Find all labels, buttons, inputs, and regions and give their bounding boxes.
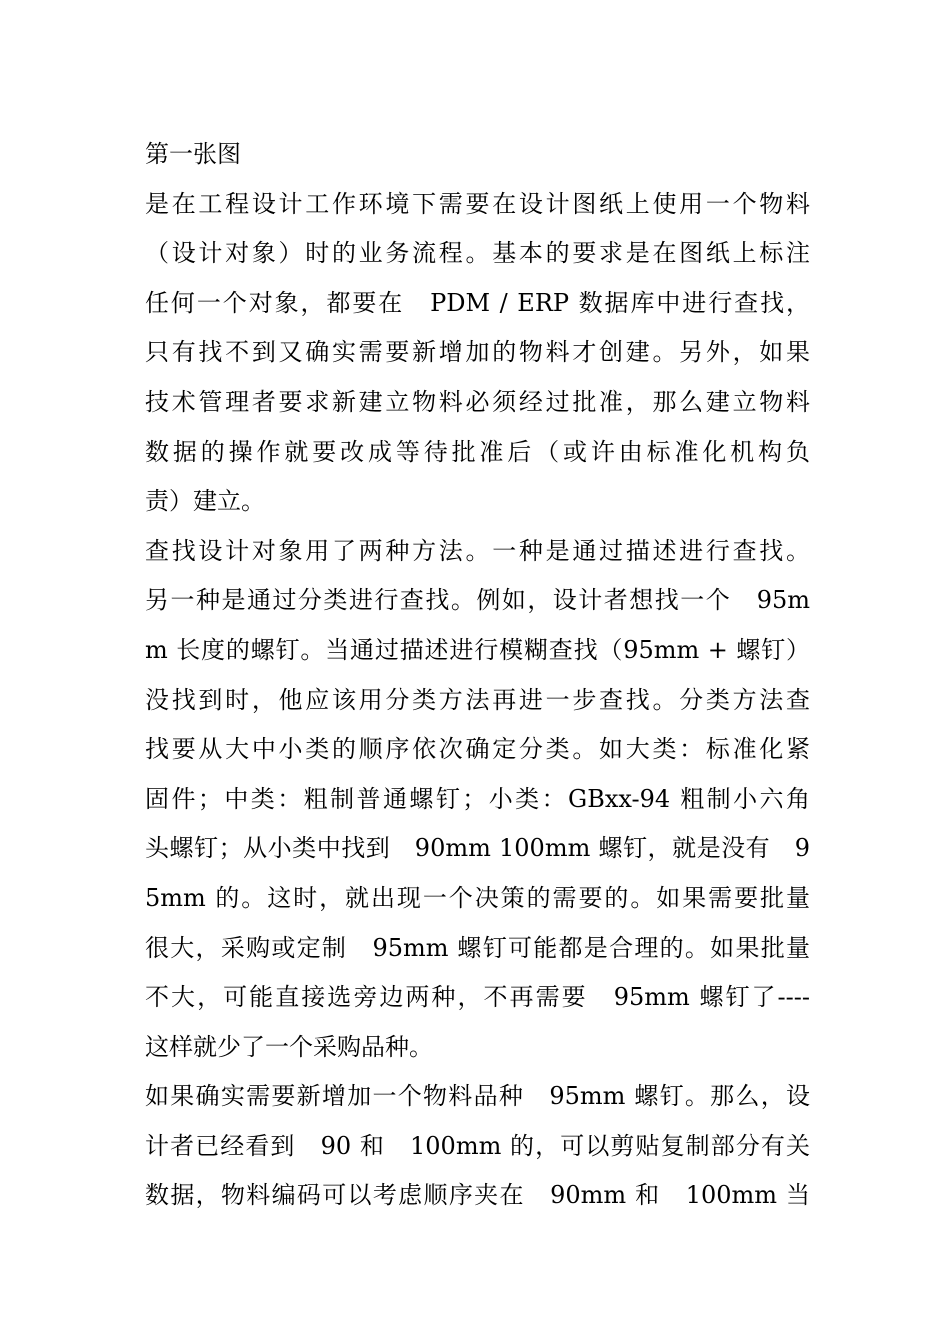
text-line: 任何一个对象，都要在 PDM / ERP 数据库中进行查找， [145,288,810,317]
text-line: 如果确实需要新增加一个物料品种 95mm 螺钉。那么，设 [145,1082,810,1111]
document-heading: 第一张图 [145,140,241,168]
text-line: 另一种是通过分类进行查找。例如，设计者想找一个 95m [145,586,810,615]
document-body [145,130,810,1221]
text-line: 5mm 的。这时，就出现一个决策的需要的。如果需要批量 [145,883,810,912]
text-line: 只有找不到又确实需要新增加的物料才创建。另外，如果 [145,338,810,367]
text-line: 头螺钉；从小类中找到 90mm 100mm 螺钉，就是没有 9 [145,834,810,863]
text-line: 找要从大中小类的顺序依次确定分类。如大类：标准化紧 [145,735,810,764]
paragraph-3 [145,1072,810,1221]
text-line: 没找到时，他应该用分类方法再进一步查找。分类方法查 [145,685,810,714]
text-line: 数据的操作就要改成等待批准后（或许由标准化机构负 [145,437,810,466]
text-line: 是在工程设计工作环境下需要在设计图纸上使用一个物料 [145,189,810,218]
text-line: （设计对象）时的业务流程。基本的要求是在图纸上标注 [145,239,810,268]
text-line: 技术管理者要求新建立物料必须经过批准，那么建立物料 [145,387,810,416]
text-line: 数据，物料编码可以考虑顺序夹在 90mm 和 100mm 当 [145,1181,810,1210]
paragraph-1 [145,180,810,527]
text-line: 不大，可能直接选旁边两种，不再需要 95mm 螺钉了---- [145,983,810,1012]
text-line: 这样就少了一个采购品种。 [145,1032,433,1061]
text-line: m 长度的螺钉。当通过描述进行模糊查找（95mm + 螺钉） [145,635,810,664]
text-line: 计者已经看到 90 和 100mm 的，可以剪贴复制部分有关 [145,1131,810,1160]
text-line: 查找设计对象用了两种方法。一种是通过描述进行查找。 [145,536,810,565]
paragraph-2 [145,527,810,1073]
text-line: 很大，采购或定制 95mm 螺钉可能都是合理的。如果批量 [145,933,810,962]
text-line: 责）建立。 [145,487,265,516]
text-line: 固件；中类：粗制普通螺钉；小类：GBxx-94 粗制小六角 [145,784,810,813]
